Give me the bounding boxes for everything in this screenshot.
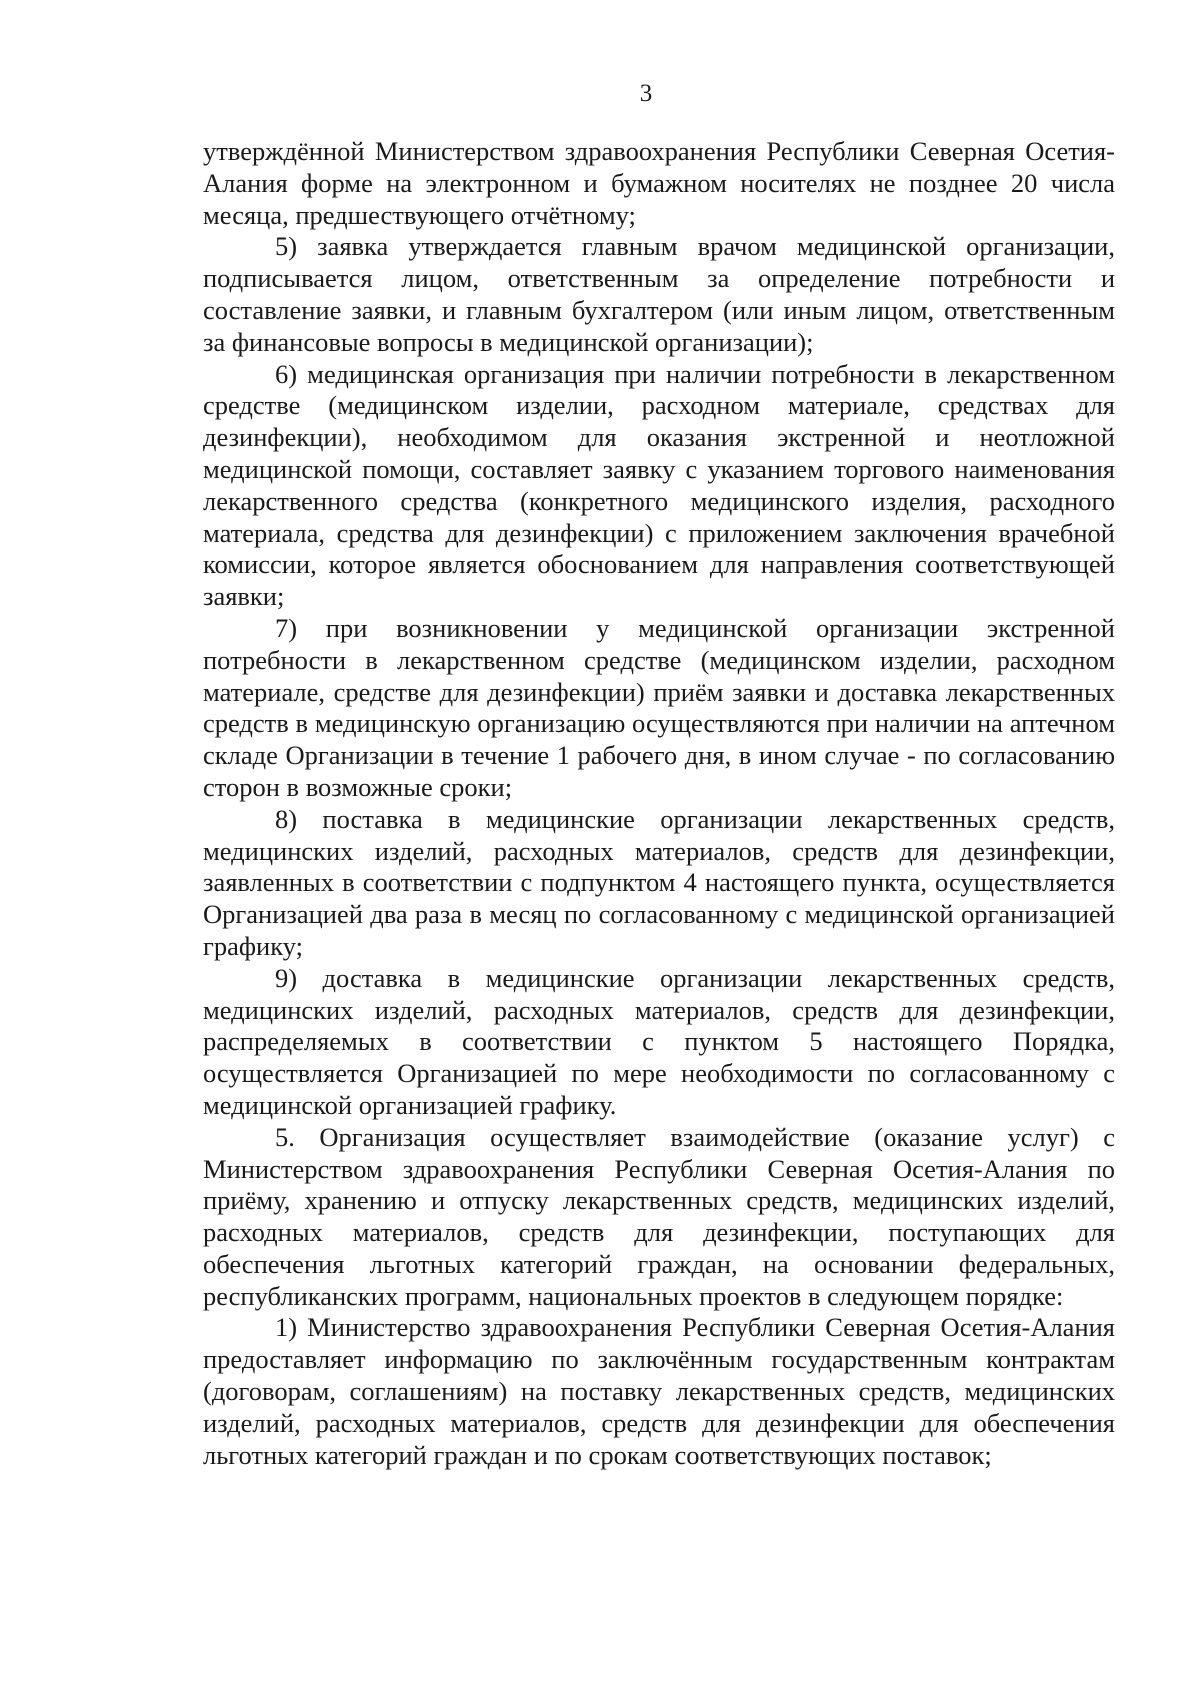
paragraph-section-5-item-1: 1) Министерство здравоохранения Республики Северная Осетия-Алания предоставляет информацию по заключённым государственным контрактам (договорам, соглашениям) на поставку лекарственных средств, медицинских изделий, расходных материалов, средств для дезинфекции для обеспечения льготных категорий граждан и по срокам соответствующих поставок; (203, 1312, 1115, 1470)
paragraph-item-6: 6) медицинская организация при наличии потребности в лекарственном средстве (медицинском изделии, расходном материале, средствах для дезинфекции), необходимом для оказания экстренной и неотложной медицинской помощи, составляет заявку с указанием торгового наименования лекарственного средства (конкретного медицинского изделия, расходного материала, средства для дезинфекции) с приложением заключения врачебной комиссии, которое является обоснованием для направления соответствующей заявки; (203, 358, 1115, 612)
page-number (0, 80, 1200, 108)
paragraph-item-8: 8) поставка в медицинские организации лекарственных средств, медицинских изделий, расходных материалов, средств для дезинфекции, заявленных в соответствии с подпунктом 4 настоящего пункта, осуществляется Организацией два раза в месяц по согласованному с медицинской организацией графику; (203, 803, 1115, 961)
document-body (203, 136, 1115, 1471)
paragraph-section-5: 5. Организация осуществляет взаимодействие (оказание услуг) с Министерством здравоохранения Республики Северная Осетия-Алания по приёму, хранению и отпуску лекарственных средств, медицинских изделий, расходных материалов, средств для дезинфекции, поступающих для обеспечения льготных категорий граждан, на основании федеральных, республиканских программ, национальных проектов в следующем порядке: (203, 1121, 1115, 1311)
paragraph-item-5: 5) заявка утверждается главным врачом медицинской организации, подписывается лицом, ответственным за определение потребности и составление заявки, и главным бухгалтером (или иным лицом, ответственным за финансовые вопросы в медицинской организации); (203, 231, 1115, 357)
page-number-text: 3 (639, 80, 653, 107)
paragraph-item-9: 9) доставка в медицинские организации лекарственных средств, медицинских изделий, расходных материалов, средств для дезинфекции, распределяемых в соответствии с пунктом 5 настоящего Порядка, осуществляется Организацией по мере необходимости по согласованному с медицинской организацией графику. (203, 962, 1115, 1120)
paragraph-continuation: утверждённой Министерством здравоохранения Республики Северная Осетия-Алания форме на электронном и бумажном носителях не позднее 20 числа месяца, предшествующего отчётному; (203, 136, 1115, 230)
paragraph-item-7: 7) при возникновении у медицинской организации экстренной потребности в лекарственном средстве (медицинском изделии, расходном материале, средстве для дезинфекции) приём заявки и доставка лекарственных средств в медицинскую организацию осуществляются при наличии на аптечном складе Организации в течение 1 рабочего дня, в ином случае - по согласованию сторон в возможные сроки; (203, 612, 1115, 802)
